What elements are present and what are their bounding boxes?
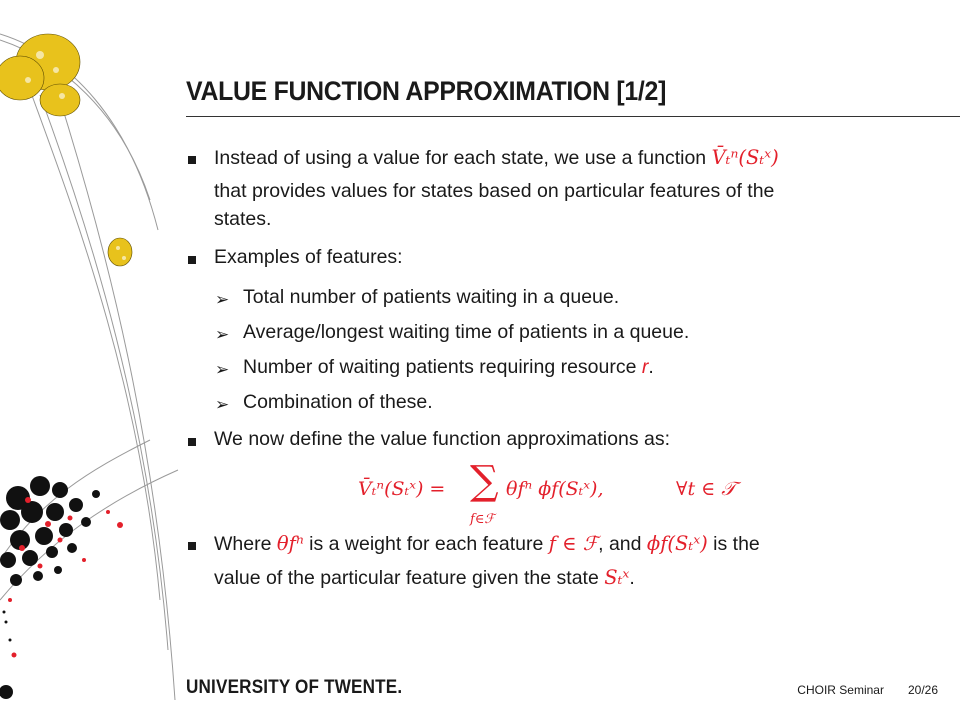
- arrow-bullet-icon: ➢: [215, 360, 230, 379]
- event-name: CHOIR Seminar: [797, 683, 884, 697]
- bullet-1-line-2: that provides values for states based on particular features of the: [214, 180, 775, 202]
- square-bullet-icon: [188, 542, 196, 550]
- resource-variable: r: [641, 356, 649, 378]
- square-bullet-icon: [188, 256, 196, 264]
- bullet-1-line-1: [214, 146, 779, 170]
- footer-info: [773, 683, 938, 697]
- university-logo: UNIVERSITY OF TWENTE.: [186, 677, 403, 698]
- sub-bullet-1-text: Total number of patients waiting in a queue.: [243, 286, 620, 308]
- square-bullet-icon: [188, 438, 196, 446]
- square-bullet-icon: [188, 156, 196, 164]
- feature-set-symbol: f ∈ ℱ: [548, 532, 599, 555]
- equation-term: θfⁿ ϕf(Sₜˣ),: [506, 478, 604, 500]
- slide-title: VALUE FUNCTION APPROXIMATION [1/2]: [186, 76, 667, 106]
- arrow-bullet-icon: ➢: [215, 395, 230, 414]
- bullet-4-line-1: Where θfⁿ is a weight for each feature f ∈ ℱ, and ϕf(Sₜˣ) is the: [214, 532, 760, 555]
- bullet-2-text: Examples of features:: [214, 246, 403, 268]
- sub-bullet-3-text: Number of waiting patients requiring resource r.: [243, 356, 654, 378]
- feature-value-symbol: ϕf(Sₜˣ): [646, 532, 708, 555]
- arrow-bullet-icon: ➢: [215, 325, 230, 344]
- sub-bullet-2-text: Average/longest waiting time of patients in a queue.: [243, 321, 690, 343]
- summation-symbol: ∑: [470, 458, 499, 504]
- page-number: 20/26: [907, 683, 938, 697]
- summation-index: f∈ℱ: [470, 512, 495, 527]
- title-divider: [186, 116, 960, 117]
- state-symbol: Sₜˣ: [604, 566, 630, 589]
- bullet-1-line-3: states.: [214, 208, 272, 230]
- bullet-4-line-2: value of the particular feature given the state Sₜˣ.: [214, 566, 635, 589]
- bullet-3-text: We now define the value function approximations as:: [214, 428, 670, 450]
- decorative-artwork: [0, 0, 180, 720]
- sub-bullet-4-text: Combination of these.: [243, 391, 433, 413]
- function-symbol: V̄ₜⁿ(Sₜˣ): [711, 146, 779, 169]
- weight-symbol: θfⁿ: [276, 532, 304, 555]
- arrow-bullet-icon: ➢: [215, 290, 230, 309]
- equation-lhs: V̄ₜⁿ(Sₜˣ) =: [358, 478, 446, 500]
- equation-condition: ∀t ∈ 𝒯: [676, 478, 736, 500]
- bullet-1-text: Instead of using a value for each state, we use a function: [214, 147, 707, 169]
